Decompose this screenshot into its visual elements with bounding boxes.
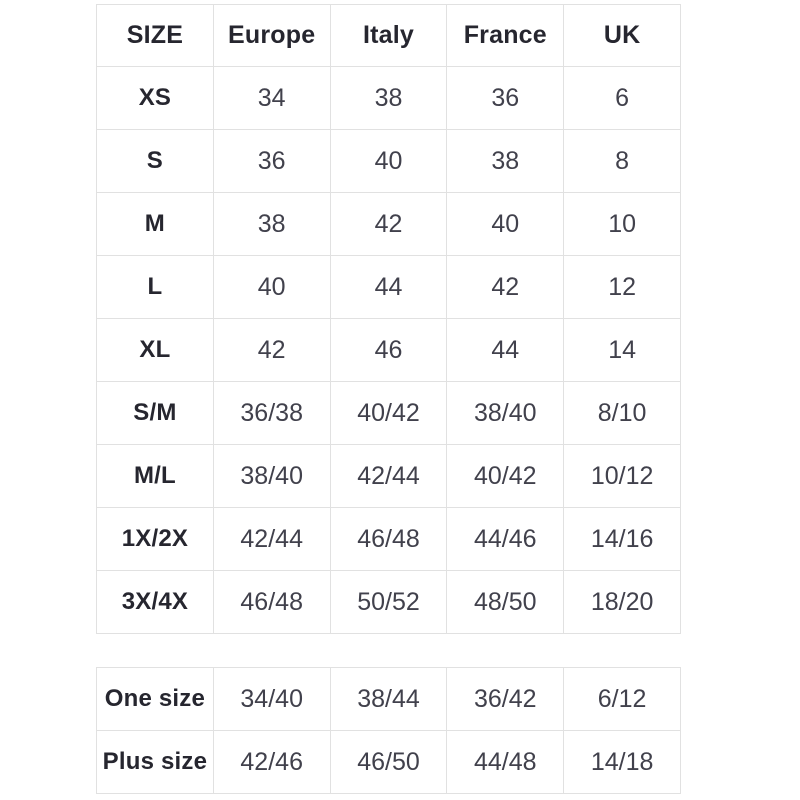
size-value-cell: 44 xyxy=(330,256,447,319)
size-value-cell: 38/44 xyxy=(330,668,447,731)
table-row xyxy=(97,256,681,319)
size-value-cell: 6 xyxy=(564,67,681,130)
size-label-cell: One size xyxy=(97,668,214,731)
table-row xyxy=(97,130,681,193)
size-label-cell: XS xyxy=(97,67,214,130)
size-value-cell: 38/40 xyxy=(213,445,330,508)
size-value-cell: 42/46 xyxy=(213,731,330,794)
special-sizes-table xyxy=(96,667,681,794)
size-value-cell: 6/12 xyxy=(564,668,681,731)
size-value-cell: 36 xyxy=(447,67,564,130)
size-value-cell: 38 xyxy=(213,193,330,256)
size-value-cell: 40 xyxy=(213,256,330,319)
size-value-cell: 38 xyxy=(447,130,564,193)
table-row xyxy=(97,668,681,731)
table-row xyxy=(97,382,681,445)
size-value-cell: 10 xyxy=(564,193,681,256)
header-cell: Europe xyxy=(213,5,330,67)
size-value-cell: 46/48 xyxy=(213,571,330,634)
size-label-cell: 3X/4X xyxy=(97,571,214,634)
size-label-cell: M/L xyxy=(97,445,214,508)
size-table-header xyxy=(97,5,681,67)
header-cell: UK xyxy=(564,5,681,67)
size-label-cell: S xyxy=(97,130,214,193)
size-value-cell: 34 xyxy=(213,67,330,130)
size-value-cell: 40 xyxy=(447,193,564,256)
header-cell: France xyxy=(447,5,564,67)
size-value-cell: 40 xyxy=(330,130,447,193)
table-row xyxy=(97,445,681,508)
size-value-cell: 44/48 xyxy=(447,731,564,794)
size-conversion-table xyxy=(96,4,681,634)
special-table-body xyxy=(97,668,681,794)
size-label-cell: L xyxy=(97,256,214,319)
size-value-cell: 36/38 xyxy=(213,382,330,445)
size-value-cell: 14/18 xyxy=(564,731,681,794)
size-value-cell: 42 xyxy=(213,319,330,382)
size-label-cell: M xyxy=(97,193,214,256)
size-value-cell: 36 xyxy=(213,130,330,193)
size-value-cell: 46 xyxy=(330,319,447,382)
size-value-cell: 10/12 xyxy=(564,445,681,508)
size-label-cell: S/M xyxy=(97,382,214,445)
header-cell: Italy xyxy=(330,5,447,67)
table-row xyxy=(97,571,681,634)
size-value-cell: 42 xyxy=(330,193,447,256)
size-value-cell: 14/16 xyxy=(564,508,681,571)
header-row xyxy=(97,5,681,67)
size-value-cell: 18/20 xyxy=(564,571,681,634)
size-value-cell: 38/40 xyxy=(447,382,564,445)
table-row xyxy=(97,319,681,382)
header-cell: SIZE xyxy=(97,5,214,67)
size-value-cell: 44 xyxy=(447,319,564,382)
size-value-cell: 46/48 xyxy=(330,508,447,571)
size-label-cell: Plus size xyxy=(97,731,214,794)
size-value-cell: 12 xyxy=(564,256,681,319)
table-row xyxy=(97,508,681,571)
size-value-cell: 36/42 xyxy=(447,668,564,731)
table-row xyxy=(97,193,681,256)
size-label-cell: 1X/2X xyxy=(97,508,214,571)
size-value-cell: 46/50 xyxy=(330,731,447,794)
size-value-cell: 44/46 xyxy=(447,508,564,571)
size-value-cell: 42 xyxy=(447,256,564,319)
table-row xyxy=(97,67,681,130)
size-value-cell: 40/42 xyxy=(447,445,564,508)
size-value-cell: 42/44 xyxy=(330,445,447,508)
size-value-cell: 14 xyxy=(564,319,681,382)
size-value-cell: 8 xyxy=(564,130,681,193)
size-value-cell: 38 xyxy=(330,67,447,130)
table-row xyxy=(97,731,681,794)
size-label-cell: XL xyxy=(97,319,214,382)
size-value-cell: 40/42 xyxy=(330,382,447,445)
size-value-cell: 50/52 xyxy=(330,571,447,634)
size-value-cell: 42/44 xyxy=(213,508,330,571)
size-value-cell: 34/40 xyxy=(213,668,330,731)
size-table-body xyxy=(97,67,681,634)
size-value-cell: 8/10 xyxy=(564,382,681,445)
size-value-cell: 48/50 xyxy=(447,571,564,634)
